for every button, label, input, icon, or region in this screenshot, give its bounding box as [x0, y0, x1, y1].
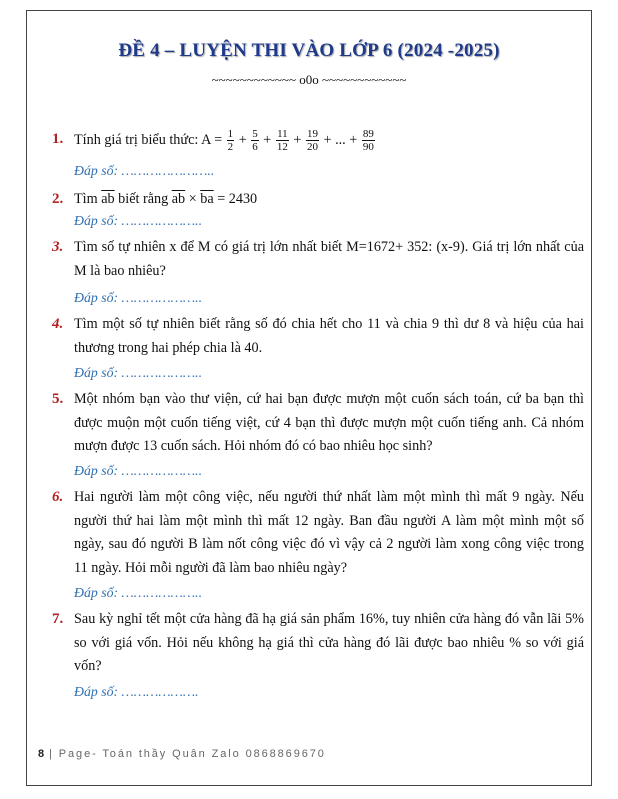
answer-line-2: Đáp số: ………………..: [74, 213, 203, 228]
page-footer: 8 | Page- Toán thầy Quân Zalo 0868869670: [38, 748, 326, 760]
question-6: [54, 486, 584, 580]
question-number: 7.: [52, 611, 64, 627]
answer-line-1: Đáp số: …………………..: [74, 163, 215, 178]
question-text: Tìm $\overline{ab}$ biết rằng $\overline{ab} \times \overline{ba} = 2430$: [74, 191, 258, 207]
fraction: $\frac{19}{20}$: [306, 128, 318, 153]
question-number: 4.: [52, 316, 64, 332]
question-4: [54, 313, 584, 360]
page-number: 8: [38, 748, 45, 760]
fraction: $\frac{5}{6}$: [252, 128, 258, 153]
question-text: Tính giá trị biểu thức: A = $\frac{1}{2}$ + $\frac{5}{6}$ + $\frac{11}{12}$ + $\frac{19}{20}$ + ... + $\frac{89}{90}$: [74, 128, 374, 153]
answer-line-6: Đáp số: ………………..: [74, 585, 203, 600]
fraction: $\frac{89}{90}$: [362, 128, 374, 153]
answer-line-5: Đáp số: ………………..: [74, 463, 203, 478]
question-text: Tìm số tự nhiên x để M có giá trị lớn nhất biết M=1672+ 352: (x-9). Giá trị lớn nhất của M là bao nhiêu?: [74, 239, 584, 279]
exam-title: ĐỀ 4 – LUYỆN THI VÀO LỚP 6 (2024 -2025): [118, 40, 500, 61]
question-text: Tìm một số tự nhiên biết rằng số đó chia hết cho 11 và chia 9 thì dư 8 và hiệu của hai thương trong hai phép chia là 40.: [74, 316, 584, 356]
answer-line-4: Đáp số: ………………..: [74, 365, 203, 380]
question-number: 6.: [52, 489, 64, 505]
expression-lhs: A =: [201, 131, 223, 148]
answer-line-7: Đáp số: ……………….: [74, 684, 199, 699]
question-number: 3.: [52, 239, 64, 255]
title-decoration: ~~~~~~~~~~~~ o0o ~~~~~~~~~~~~: [211, 72, 407, 87]
question-7: [54, 608, 584, 679]
question-text: Sau kỳ nghỉ tết một cửa hàng đã hạ giá sản phẩm 16%, tuy nhiên cửa hàng đó vẫn lãi 5% so với giá vốn. Hỏi nếu không hạ giá thì cửa hàng đó lãi được bao nhiêu % so với giá vốn?: [74, 611, 584, 674]
question-number: 1.: [52, 131, 64, 147]
question-1: [54, 128, 584, 153]
question-3: [54, 236, 584, 283]
question-5: [54, 388, 584, 459]
question-text: Hai người làm một công việc, nếu người thứ nhất làm một mình thì mất 9 ngày. Nếu người thứ hai làm một mình thì mất 12 ngày. Ban đầu người A làm một mình một số ngày, sau đó người B làm nốt công việc đó vì vậy cả 2 người làm xong công việc trong 11 ngày. Hỏi mỗi người đã làm bao nhiêu ngày?: [74, 489, 584, 576]
footer-text: Page- Toán thầy Quân Zalo 0868869670: [58, 748, 326, 760]
answer-line-3: Đáp số: ………………..: [74, 290, 203, 305]
question-2: [54, 188, 584, 212]
question-number: 2.: [52, 191, 64, 207]
question-number: 5.: [52, 391, 64, 407]
question-text: Một nhóm bạn vào thư viện, cứ hai bạn được mượn một cuốn sách toán, cứ ba bạn thì được muộn một cuốn tiếng việt, cứ 4 bạn thì được mượn một cuốn tiếng anh. Cả nhóm mượn được 13 cuốn sách. Hỏi nhóm đó có bao nhiêu học sinh?: [74, 391, 584, 454]
fraction: $\frac{1}{2}$: [227, 128, 234, 153]
fraction: $\frac{11}{12}$: [276, 128, 288, 153]
